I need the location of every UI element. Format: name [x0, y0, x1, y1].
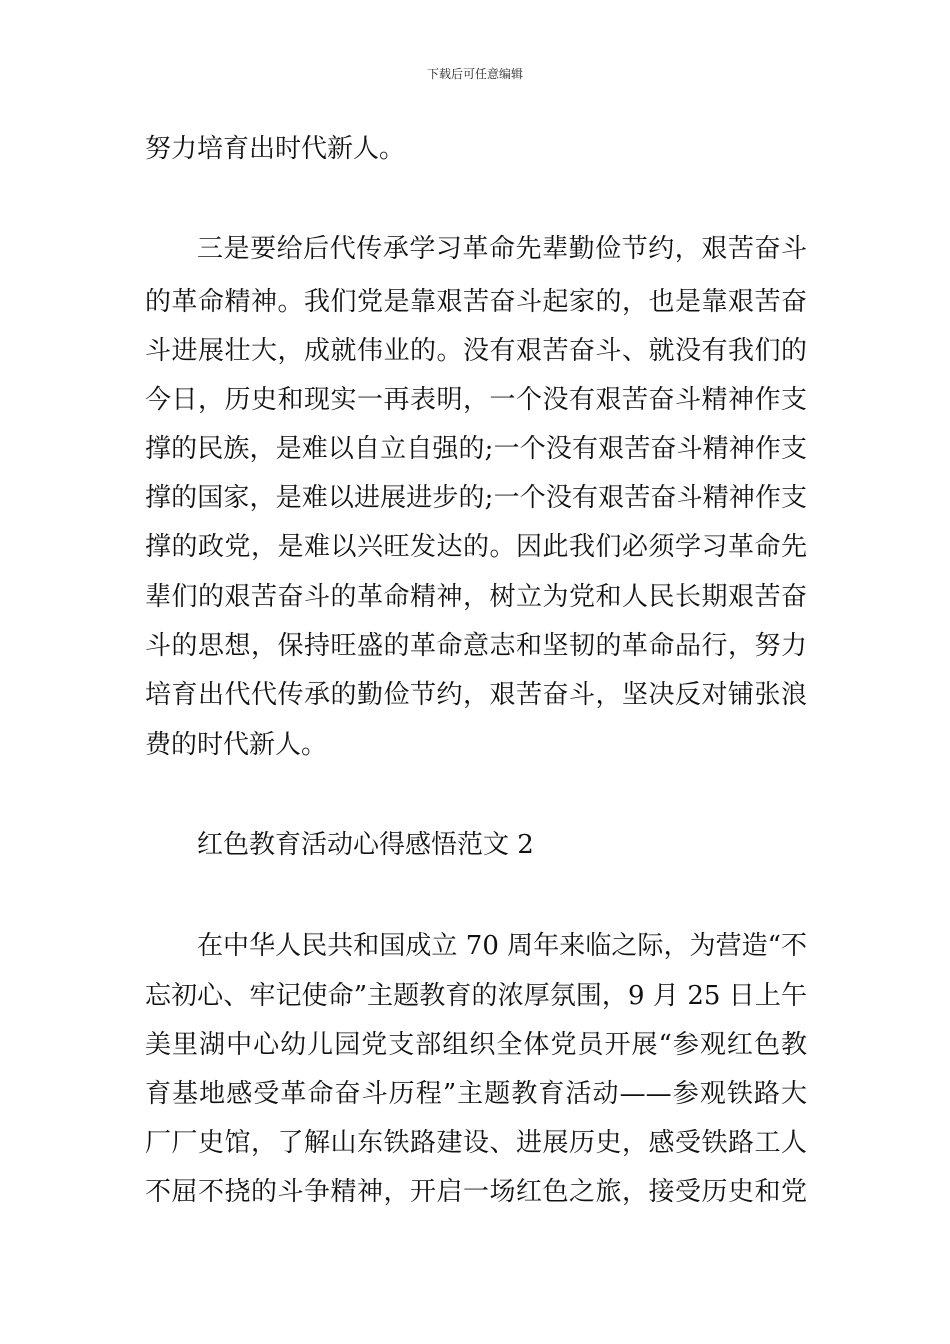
paragraph-2-line: 费的时代新人。	[145, 730, 328, 760]
paragraph-2-line: 今日，历史和现实一再表明，一个没有艰苦奋斗精神作支	[145, 385, 807, 415]
paragraph-2-line: 撑的民族，是难以自立自强的;一个没有艰苦奋斗精神作支	[145, 434, 807, 464]
paragraph-2-line: 的革命精神。我们党是靠艰苦奋斗起家的，也是靠艰苦奋	[145, 287, 807, 317]
paragraph-2-line: 斗进展壮大，成就伟业的。没有艰苦奋斗、就没有我们的	[145, 336, 807, 366]
paragraph-2-line: 三是要给后代传承学习革命先辈勤俭节约，艰苦奋斗	[197, 234, 807, 264]
paragraph-3-line: 美里湖中心幼儿园党支部组织全体党员开展“参观红色教	[145, 1030, 807, 1060]
paragraph-3-line: 忘初心、牢记使命”主题教育的浓厚氛围，9 月 25 日上午	[145, 981, 807, 1011]
paragraph-3-line: 在中华人民共和国成立 70 周年来临之际，为营造“不	[197, 931, 807, 961]
paragraph-2-line: 辈们的艰苦奋斗的革命精神，树立为党和人民长期艰苦奋	[145, 582, 807, 612]
paragraph-2-line: 撑的政党，是难以兴旺发达的。因此我们必须学习革命先	[145, 532, 807, 562]
paragraph-1-line: 努力培育出时代新人。	[145, 134, 406, 164]
paragraph-2-line: 培育出代代传承的勤俭节约，艰苦奋斗，坚决反对铺张浪	[145, 680, 807, 710]
paragraph-3-line: 不屈不挠的斗争精神，开启一场红色之旅，接受历史和党	[145, 1177, 807, 1207]
paragraph-2-line: 撑的国家，是难以进展进步的;一个没有艰苦奋斗精神作支	[145, 483, 807, 513]
paragraph-3-line: 厂厂史馆，了解山东铁路建设、进展历史，感受铁路工人	[145, 1128, 807, 1158]
paragraph-3-line: 育基地感受革命奋斗历程”主题教育活动——参观铁路大	[145, 1079, 807, 1109]
page-header: 下载后可任意编辑	[426, 67, 523, 81]
section-title: 红色教育活动心得感悟范文 2	[197, 830, 534, 860]
paragraph-2-line: 斗的思想，保持旺盛的革命意志和坚韧的革命品行，努力	[145, 631, 807, 661]
